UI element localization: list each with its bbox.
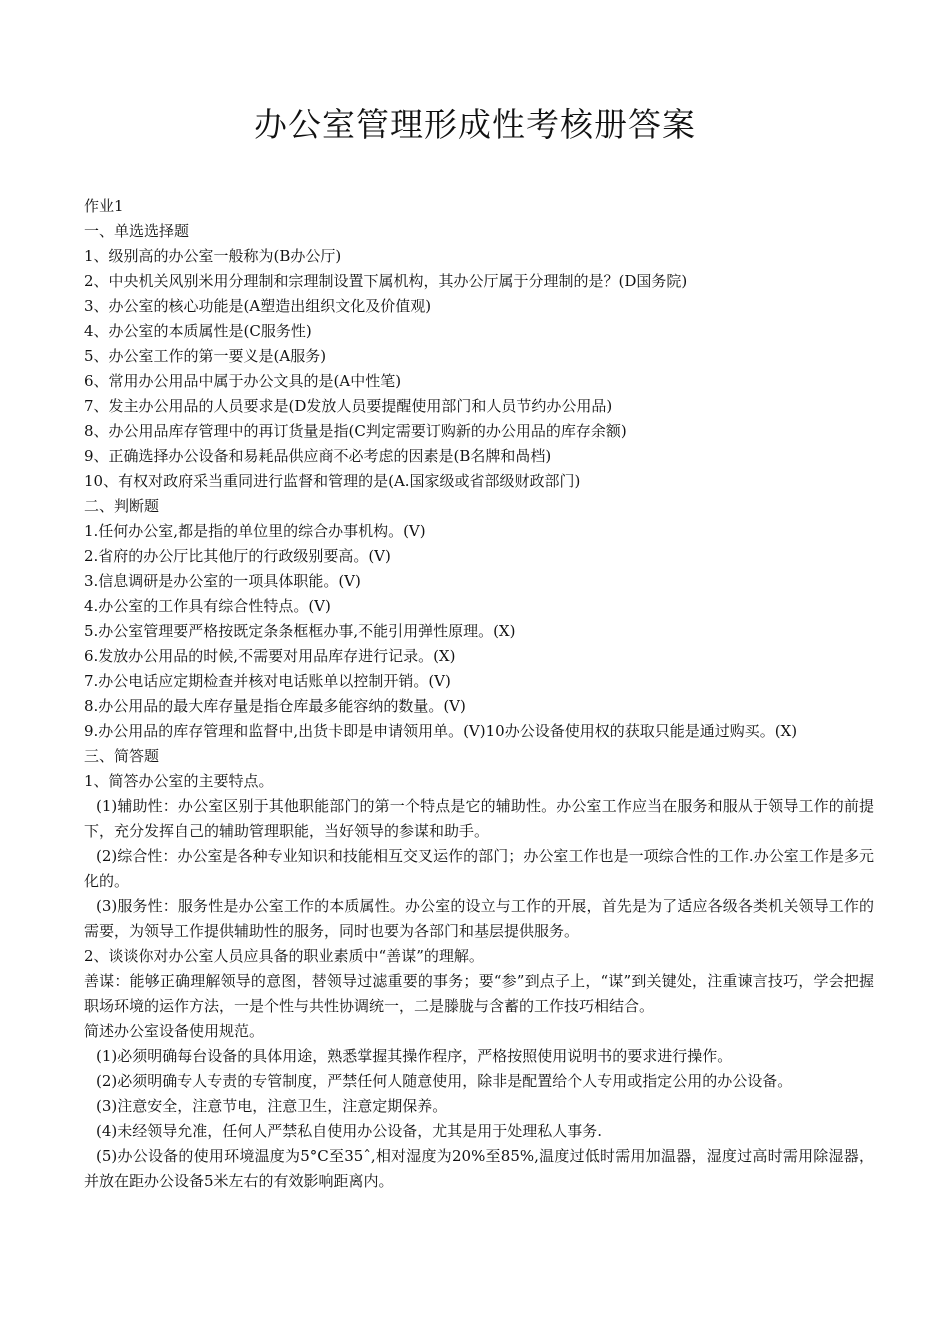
answer-point: (2)综合性：办公室是各种专业知识和技能相互交叉运作的部门；办公室工作也是一项综合性的工作.办公室工作是多元化的。 [84,847,874,890]
judgment-item: 5.办公室管理要严格按既定条条框框办事,不能引用弹性原理。(X) [84,622,516,640]
question-item: 3、办公室的核心功能是(A塑造出组织文化及价值观) [84,297,432,315]
document-title: 办公室管理形成性考核册答案 [254,105,696,144]
answer-point: (3)注意安全，注意节电，注意卫生，注意定期保养。 [96,1097,448,1115]
section-heading-true-false: 二、判断题 [84,497,160,515]
answer-point: (1)辅助性：办公室区别于其他职能部门的第一个特点是它的辅助性。办公室工作应当在服务和服从于领导工作的前提下，充分发挥自己的辅助管理职能，当好领导的参谋和助手。 [84,797,874,840]
answer-point: (5)办公设备的使用环境温度为5°C至35ˆ,相对湿度为20%至85%,温度过低时需用加温器，湿度过高时需用除湿器，并放在距办公设备5米左右的有效影响距离内。 [84,1147,874,1190]
question-item: 9、正确选择办公设备和易耗品供应商不必考虑的因素是(B名牌和咼档) [84,447,552,465]
judgment-item: 1.任何办公室,都是指的单位里的综合办事机构。(V) [84,522,426,540]
question-item: 6、常用办公用品中属于办公文具的是(A中性笔) [84,372,402,390]
question-item: 7、发主办公用品的人员要求是(D发放人员要提醒使用部门和人员节约办公用品) [84,397,613,415]
judgment-item: 2.省府的办公厅比其他厅的行政级别要高。(V) [84,547,391,565]
judgment-item: 4.办公室的工作具有综合性特点。(V) [84,597,331,615]
answer-point: (2)必须明确专人专责的专管制度，严禁任何人随意使用，除非是配置给个人专用或指定公用的办公设备。 [96,1072,793,1090]
question-item: 2、中央机关风别米用分理制和宗理制设置下属机构，其办公厅属于分理制的是？(D国务院) [84,272,688,290]
short-answer-question: 简述办公室设备使用规范。 [84,1022,265,1040]
judgment-item: 6.发放办公用品的时候,不需要对用品库存进行记录。(X) [84,647,456,665]
section-heading-single-choice: 一、单选选择题 [84,222,190,240]
answer-paragraph: 善谋：能够正确理解领导的意图，替领导过滤重要的事务；要“参”到点子上，“谋”到关键处，注重谏言技巧，学会把握职场环境的运作方法，一是个性与共性协调统一，二是滕胧与含蓄的工作技巧相结合。 [84,972,874,1015]
answer-point: (4)未经领导允准，任何人严禁私自使用办公设备，尤其是用于处理私人事务. [96,1122,603,1140]
judgment-item: 8.办公用品的最大库存量是指仓库最多能容纳的数量。(V) [84,697,466,715]
answer-point: (3)服务性：服务性是办公室工作的本质属性。办公室的设立与工作的开展，首先是为了适应各级各类机关领导工作的需要，为领导工作提供辅助性的服务，同时也要为各部门和基层提供服务。 [84,897,874,940]
document-body [84,194,874,1194]
section-heading-short-answer: 三、简答题 [84,747,160,765]
short-answer-question: 1、简答办公室的主要特点。 [84,772,274,790]
judgment-item: 3.信息调研是办公室的一项具体职能。(V) [84,572,361,590]
question-item: 1、级别高的办公室一般称为(B办公厅) [84,247,342,265]
question-item: 10、有权对政府采当重同进行监督和管理的是(A.国家级或省部级财政部门) [84,472,581,490]
answer-point: (1)必须明确每台设备的具体用途，熟悉掌握其操作程序，严格按照使用说明书的要求进行操作。 [96,1047,733,1065]
short-answer-question: 2、谈谈你对办公室人员应具备的职业素质中“善谋”的理解。 [84,947,484,965]
assignment-label: 作业1 [84,197,124,215]
question-item: 4、办公室的本质属性是(C服务性) [84,322,312,340]
question-item: 5、办公室工作的第一要义是(A服务) [84,347,327,365]
question-item: 8、办公用品库存管理中的再订货量是指(C判定需要订购新的办公用品的库存余额) [84,422,627,440]
judgment-item: 7.办公电话应定期检查并核对电话账单以控制开销。(V) [84,672,451,690]
judgment-item: 9.办公用品的库存管理和监督中,出货卡即是申请领用单。(V)10办公设备使用权的获取只能是通过购买。(X) [84,722,798,740]
